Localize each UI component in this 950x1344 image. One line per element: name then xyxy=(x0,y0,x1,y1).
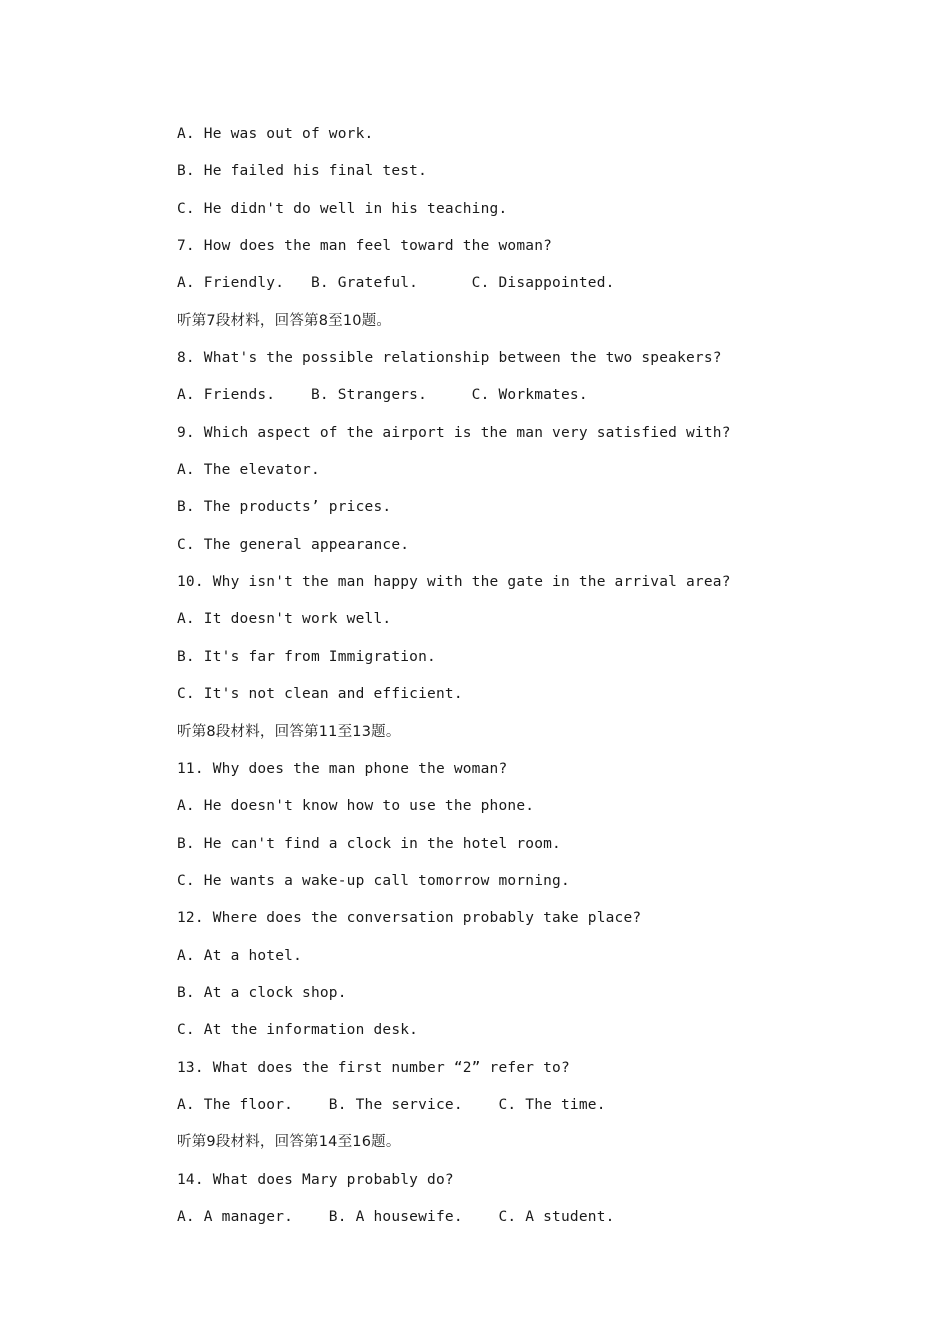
section-heading: 听第7段材料，回答第8至10题。 xyxy=(177,312,392,329)
answer-options: A. Friends. B. Strangers. C. Workmates. xyxy=(177,387,588,404)
answer-options: A. It doesn't work well. xyxy=(177,611,392,628)
answer-options: B. He can't find a clock in the hotel room. xyxy=(177,835,561,852)
answer-options: B. It's far from Immigration. xyxy=(177,648,436,665)
answer-options: C. He wants a wake-up call tomorrow morning. xyxy=(177,872,570,889)
answer-options: B. The products’ prices. xyxy=(177,499,392,516)
question-text: 14. What does Mary probably do? xyxy=(177,1171,454,1188)
answer-options: A. A manager. B. A housewife. C. A student. xyxy=(177,1208,615,1225)
answer-options: A. The elevator. xyxy=(177,462,320,479)
question-text: 9. Which aspect of the airport is the man very satisfied with? xyxy=(177,424,731,441)
question-text: 12. Where does the conversation probably take place? xyxy=(177,910,642,927)
section-heading: 听第8段材料，回答第11至13题。 xyxy=(177,723,401,740)
question-text: 13. What does the first number “2” refer to? xyxy=(177,1059,570,1076)
question-text: 8. What's the possible relationship between the two speakers? xyxy=(177,350,722,367)
question-text: 11. Why does the man phone the woman? xyxy=(177,760,508,777)
answer-options: A. He was out of work. xyxy=(177,126,374,142)
answer-options: A. He doesn't know how to use the phone. xyxy=(177,798,535,815)
question-text: 7. How does the man feel toward the woman? xyxy=(177,238,553,255)
answer-options: A. At a hotel. xyxy=(177,947,303,964)
answer-options: A. Friendly. B. Grateful. C. Disappointed. xyxy=(177,275,615,292)
answer-options: C. He didn't do well in his teaching. xyxy=(177,200,508,217)
question-text: 10. Why isn't the man happy with the gate in the arrival area? xyxy=(177,574,731,591)
answer-options: C. The general appearance. xyxy=(177,536,410,553)
answer-options: B. He failed his final test. xyxy=(177,163,428,180)
document-body xyxy=(177,123,877,1243)
answer-options: C. It's not clean and efficient. xyxy=(177,686,463,703)
answer-options: C. At the information desk. xyxy=(177,1022,419,1039)
answer-options: A. The floor. B. The service. C. The time. xyxy=(177,1096,606,1113)
answer-options: B. At a clock shop. xyxy=(177,984,347,1001)
section-heading: 听第9段材料，回答第14至16题。 xyxy=(177,1134,401,1151)
